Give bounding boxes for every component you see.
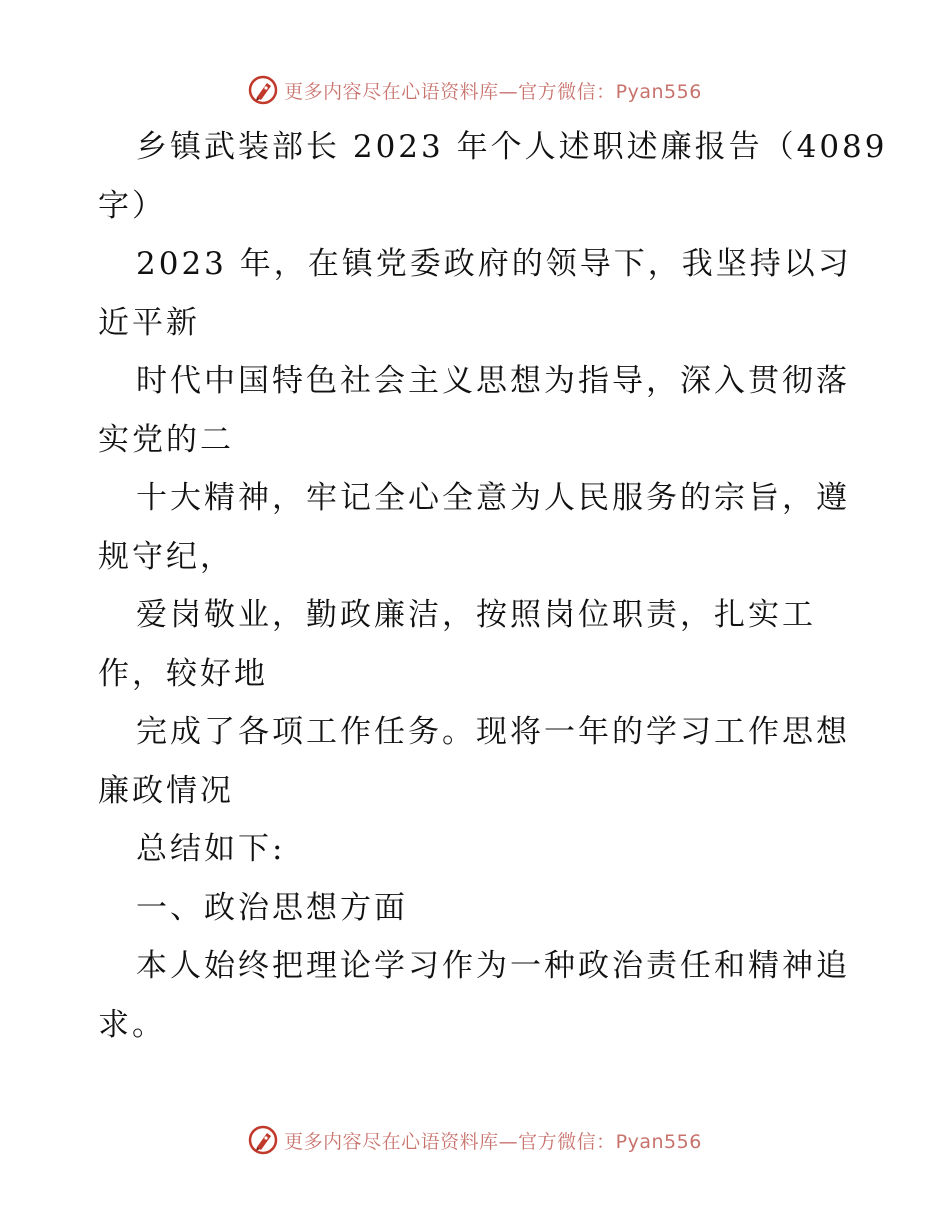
section-heading: 一、政治思想方面 (136, 889, 408, 926)
body-line: 近平新 (98, 304, 200, 341)
body-line: 乡镇武装部长 2023 年个人述职述廉报告（4089 (136, 129, 888, 165)
pen-nib-logo-icon (248, 75, 278, 105)
body-line: 爱岗敬业，勤政廉洁，按照岗位职责，扎实工 (136, 597, 816, 633)
body-line: 十大精神，牢记全心全意为人民服务的宗旨，遵 (136, 480, 850, 516)
footer-banner (0, 1120, 950, 1160)
body-line: 完成了各项工作任务。现将一年的学习工作思想 (136, 714, 850, 750)
body-line: 作，较好地 (98, 655, 268, 692)
body-line: 规守纪， (98, 538, 234, 575)
body-line: 廉政情况 (98, 772, 234, 809)
header-banner-text: 更多内容尽在心语资料库—官方微信：Pyan556 (284, 80, 702, 103)
pen-nib-logo-icon (248, 1125, 278, 1155)
body-line: 求。 (98, 1006, 166, 1043)
header-banner (0, 70, 950, 110)
document-body (98, 118, 888, 1054)
body-line: 实党的二 (98, 421, 234, 458)
body-line: 2023 年，在镇党委政府的领导下，我坚持以习 (136, 246, 852, 282)
body-line: 时代中国特色社会主义思想为指导，深入贯彻落 (136, 363, 850, 399)
footer-banner-text: 更多内容尽在心语资料库—官方微信：Pyan556 (284, 1130, 702, 1153)
body-line: 字） (98, 187, 166, 224)
body-line: 总结如下: (136, 831, 286, 867)
body-line: 本人始终把理论学习作为一种政治责任和精神追 (136, 948, 850, 984)
